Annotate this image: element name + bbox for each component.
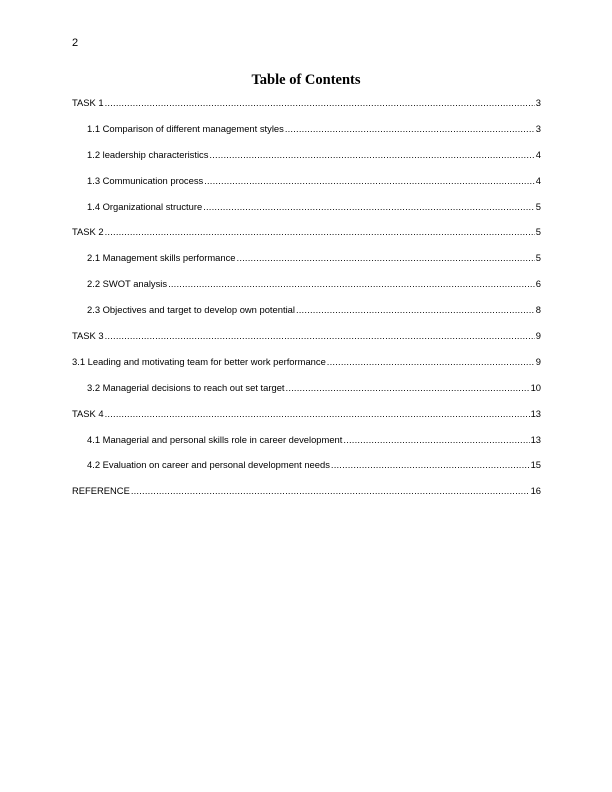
toc-entry-page: 9 bbox=[535, 355, 541, 367]
toc-entry-page: 4 bbox=[535, 148, 541, 160]
toc-entry-2-1[interactable] bbox=[72, 251, 541, 277]
toc-entry-page: 10 bbox=[530, 381, 541, 393]
dot-leader bbox=[105, 329, 535, 343]
toc-entry-page: 3 bbox=[535, 122, 541, 134]
dot-leader bbox=[286, 381, 530, 395]
toc-entry-label: 1.2 leadership characteristics bbox=[87, 148, 209, 160]
toc-entry-label: 2.3 Objectives and target to develop own potential bbox=[87, 304, 295, 316]
toc-entry-label: TASK 4 bbox=[72, 407, 104, 419]
toc-entry-4-1[interactable] bbox=[72, 433, 541, 459]
dot-leader bbox=[331, 458, 530, 472]
toc-entry-page: 5 bbox=[535, 200, 541, 212]
dot-leader bbox=[105, 407, 530, 421]
toc-entry-page: 5 bbox=[535, 226, 541, 238]
toc-entry-label: TASK 3 bbox=[72, 330, 104, 342]
toc-entry-label: 4.1 Managerial and personal skills role in career development bbox=[87, 433, 343, 445]
toc-entry-page: 9 bbox=[535, 330, 541, 342]
toc-entry-page: 4 bbox=[535, 174, 541, 186]
toc-entry-task-3[interactable] bbox=[72, 329, 541, 355]
toc-entry-label: 3.1 Leading and motivating team for better work performance bbox=[72, 355, 326, 367]
dot-leader bbox=[343, 433, 529, 447]
toc-entry-label: 3.2 Managerial decisions to reach out set target bbox=[87, 381, 285, 393]
toc-entry-page: 3 bbox=[535, 97, 541, 108]
toc-entry-page: 13 bbox=[530, 407, 541, 419]
toc-entry-task-2[interactable] bbox=[72, 225, 541, 251]
toc-entry-label: REFERENCE bbox=[72, 485, 130, 497]
toc-entry-1-2[interactable] bbox=[72, 148, 541, 174]
toc-entry-2-2[interactable] bbox=[72, 277, 541, 303]
toc-entry-2-3[interactable] bbox=[72, 303, 541, 329]
toc-entry-label: 1.4 Organizational structure bbox=[87, 200, 203, 212]
toc-entry-label: 1.1 Comparison of different management styles bbox=[87, 122, 284, 134]
dot-leader bbox=[285, 122, 535, 136]
table-of-contents bbox=[72, 96, 541, 510]
dot-leader bbox=[327, 355, 535, 369]
toc-entry-label: 2.2 SWOT analysis bbox=[87, 278, 168, 290]
toc-entry-1-3[interactable] bbox=[72, 174, 541, 200]
toc-entry-page: 5 bbox=[535, 252, 541, 264]
toc-entry-page: 13 bbox=[530, 433, 541, 445]
toc-entry-page: 15 bbox=[530, 459, 541, 471]
toc-entry-task-4[interactable] bbox=[72, 407, 541, 433]
toc-entry-label: 4.2 Evaluation on career and personal development needs bbox=[87, 459, 330, 471]
dot-leader bbox=[131, 484, 530, 498]
toc-entry-label: 2.1 Management skills performance bbox=[87, 252, 236, 264]
toc-entry-3-2[interactable] bbox=[72, 381, 541, 407]
toc-entry-task-1[interactable] bbox=[72, 96, 541, 122]
toc-entry-3-1[interactable] bbox=[72, 355, 541, 381]
page-number: 2 bbox=[72, 37, 79, 49]
toc-entry-label: TASK 1 bbox=[72, 97, 104, 108]
dot-leader bbox=[105, 225, 535, 239]
toc-entry-label: 1.3 Communication process bbox=[87, 174, 204, 186]
toc-entry-page: 16 bbox=[530, 485, 541, 497]
dot-leader bbox=[237, 251, 535, 265]
toc-entry-page: 6 bbox=[535, 278, 541, 290]
toc-entry-4-2[interactable] bbox=[72, 458, 541, 484]
dot-leader bbox=[209, 148, 534, 162]
dot-leader bbox=[203, 200, 535, 214]
toc-entry-label: TASK 2 bbox=[72, 226, 104, 238]
dot-leader bbox=[168, 277, 535, 291]
dot-leader bbox=[204, 174, 535, 188]
dot-leader bbox=[105, 96, 535, 110]
toc-entry-1-1[interactable] bbox=[72, 122, 541, 148]
toc-entry-reference[interactable] bbox=[72, 484, 541, 510]
page-title: Table of Contents bbox=[251, 72, 361, 88]
toc-entry-page: 8 bbox=[535, 304, 541, 316]
dot-leader bbox=[296, 303, 535, 317]
toc-entry-1-4[interactable] bbox=[72, 200, 541, 226]
